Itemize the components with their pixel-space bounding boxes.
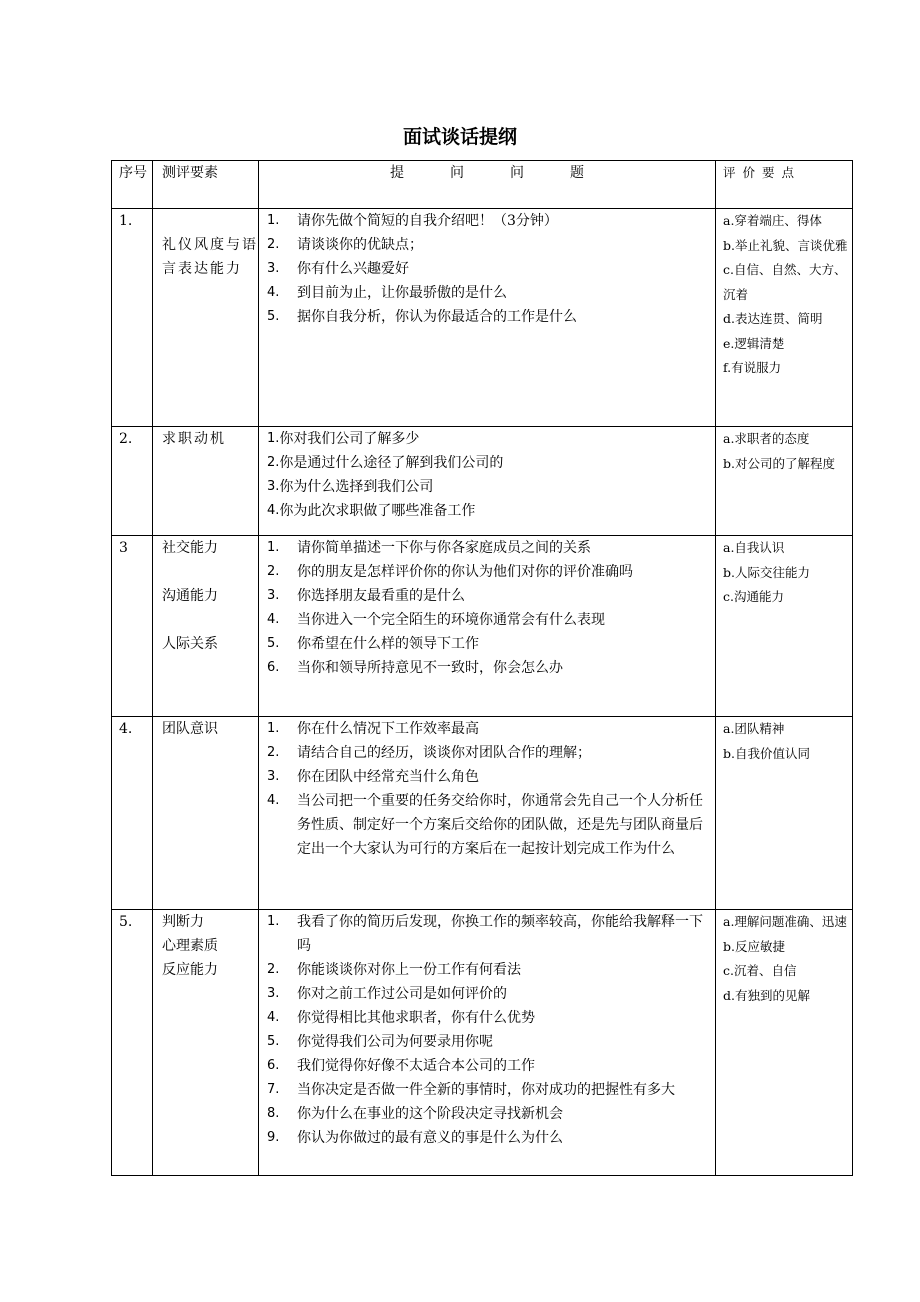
question-number: 4. — [267, 793, 280, 808]
question-number: 5. — [267, 636, 280, 651]
question-text: 当你进入一个完全陌生的环境你通常会有什么表现 — [297, 612, 605, 628]
question-list — [267, 717, 709, 861]
question-number: 1. — [267, 213, 280, 228]
question-number: 2. — [267, 745, 280, 760]
question-item — [267, 499, 709, 523]
question-item — [267, 1006, 709, 1030]
table-header-row — [112, 161, 853, 209]
question-text: 当公司把一个重要的任务交给你时，你通常会先自己一个人分析任务性质、制定好一个方案后交给你的团队做，还是先与团队商量后定出一个大家认为可行的方案后在一起按计划完成工作为什么 — [297, 793, 703, 857]
question-text: 你对之前工作过公司是如何评价的 — [297, 986, 507, 1002]
header-element: 测评要素 — [153, 161, 259, 209]
question-number: 4. — [267, 612, 280, 627]
question-item — [267, 765, 709, 789]
evaluation-point: a.穿着端庄、得体 — [723, 213, 822, 228]
element-text: 反应能力 — [162, 962, 218, 978]
evaluation-point: a.理解问题准确、迅速 — [723, 914, 847, 929]
question-number: 4. — [267, 503, 280, 518]
evaluation-cell — [716, 717, 853, 910]
evaluation-cell — [716, 536, 853, 717]
header-evaluation: 评价要点 — [716, 161, 853, 209]
evaluation-point: b.对公司的了解程度 — [723, 455, 835, 471]
question-item — [267, 741, 709, 765]
evaluation-point: a.求职者的态度 — [723, 431, 810, 446]
question-item — [267, 1054, 709, 1078]
question-item — [267, 1102, 709, 1126]
question-item — [267, 1030, 709, 1054]
question-number: 3. — [267, 588, 280, 603]
assessment-element — [153, 209, 259, 427]
question-number: 7. — [267, 1082, 280, 1097]
header-question-char: 问 — [450, 165, 466, 181]
question-item — [267, 1078, 709, 1102]
evaluation-point: b.自我价值认同 — [723, 745, 810, 761]
question-item — [267, 608, 709, 632]
question-number: 9. — [267, 1130, 280, 1145]
question-text: 你在团队中经常充当什么角色 — [297, 769, 479, 785]
header-question-char: 问 — [510, 165, 526, 181]
question-number: 3. — [267, 769, 280, 784]
question-cell — [259, 910, 716, 1176]
question-number: 4. — [267, 1010, 280, 1025]
question-text: 你认为你做过的最有意义的事是什么为什么 — [297, 1130, 563, 1146]
question-item — [267, 427, 709, 451]
question-item — [267, 789, 709, 861]
table-row — [112, 910, 853, 1176]
question-item — [267, 281, 709, 305]
question-cell — [259, 427, 716, 536]
evaluation-cell — [716, 427, 853, 536]
interview-outline-table — [111, 160, 853, 1176]
evaluation-cell — [716, 209, 853, 427]
question-text: 请你简单描述一下你与你各家庭成员之间的关系 — [297, 540, 591, 556]
table-row — [112, 209, 853, 427]
question-item — [267, 233, 709, 257]
question-text: 你是通过什么途径了解到我们公司的 — [279, 455, 504, 471]
table-row — [112, 427, 853, 536]
evaluation-point: b.举止礼貌、言谈优雅 — [723, 237, 848, 253]
assessment-element — [153, 427, 259, 536]
question-number: 6. — [267, 1058, 280, 1073]
question-number: 3. — [267, 261, 280, 276]
element-text: 人际关系 — [162, 636, 218, 652]
question-item — [267, 958, 709, 982]
evaluation-point: c.沉着、自信 — [723, 963, 797, 978]
question-text: 你为什么在事业的这个阶段决定寻找新机会 — [297, 1106, 563, 1122]
question-cell — [259, 717, 716, 910]
question-text: 你选择朋友最看重的是什么 — [297, 588, 465, 604]
question-text: 当你和领导所持意见不一致时，你会怎么办 — [297, 660, 563, 676]
question-item — [267, 560, 709, 584]
document-title: 面试谈话提纲 — [402, 126, 517, 148]
assessment-element — [153, 536, 259, 717]
question-number: 1. — [267, 540, 280, 555]
element-text: 礼仪风度与语言表达能力 — [162, 237, 258, 277]
question-number: 6. — [267, 660, 280, 675]
question-text: 你为此次求职做了哪些准备工作 — [279, 503, 476, 519]
header-question-char: 提 — [390, 165, 406, 181]
evaluation-point: d.表达连贯、简明 — [723, 311, 823, 326]
assessment-element — [153, 910, 259, 1176]
question-cell — [259, 536, 716, 717]
question-text: 当你决定是否做一件全新的事情时，你对成功的把握性有多大 — [297, 1082, 675, 1098]
question-item — [267, 475, 709, 499]
question-text: 你有什么兴趣爱好 — [297, 261, 409, 277]
row-number: 1. — [112, 209, 153, 427]
question-text: 据你自我分析，你认为你最适合的工作是什么 — [297, 309, 577, 325]
question-text: 你对我们公司了解多少 — [279, 431, 420, 447]
element-text: 沟通能力 — [162, 588, 218, 604]
evaluation-point: a.自我认识 — [723, 540, 785, 555]
question-text: 你能谈谈你对你上一份工作有何看法 — [297, 962, 521, 978]
question-number: 2. — [267, 455, 280, 470]
evaluation-point: a.团队精神 — [723, 721, 785, 736]
header-no: 序号 — [112, 161, 153, 209]
question-item — [267, 910, 709, 958]
question-item — [267, 717, 709, 741]
question-list — [267, 910, 709, 1150]
evaluation-point: c.沟通能力 — [723, 589, 784, 604]
row-number: 3 — [112, 536, 153, 717]
evaluation-point: f.有说服力 — [723, 360, 782, 375]
evaluation-point: d.有独到的见解 — [723, 987, 810, 1003]
evaluation-point: b.反应敏捷 — [723, 938, 785, 954]
question-text: 我看了你的简历后发现，你换工作的频率较高，你能给我解释一下吗 — [297, 914, 703, 954]
evaluation-point: e.逻辑清楚 — [723, 335, 785, 351]
question-number: 4. — [267, 285, 280, 300]
question-text: 你觉得我们公司为何要录用你呢 — [297, 1034, 493, 1050]
question-item — [267, 982, 709, 1006]
question-item — [267, 305, 709, 329]
assessment-element — [153, 717, 259, 910]
element-text: 社交能力 — [162, 540, 218, 556]
question-item — [267, 656, 709, 680]
question-cell — [259, 209, 716, 427]
element-text: 心理素质 — [162, 938, 218, 954]
question-number: 8. — [267, 1106, 280, 1121]
question-text: 到目前为止，让你最骄傲的是什么 — [297, 285, 507, 301]
evaluation-point: b.人际交往能力 — [723, 564, 810, 580]
question-number: 3. — [267, 986, 280, 1001]
question-item — [267, 632, 709, 656]
question-text: 你在什么情况下工作效率最高 — [297, 721, 479, 737]
question-text: 请谈谈你的优缺点； — [297, 237, 423, 253]
question-number: 1. — [267, 721, 280, 736]
row-number: 2. — [112, 427, 153, 536]
question-list — [267, 536, 709, 680]
evaluation-cell — [716, 910, 853, 1176]
element-text: 判断力 — [162, 914, 204, 930]
question-item — [267, 257, 709, 281]
question-list — [267, 209, 709, 329]
row-number: 4. — [112, 717, 153, 910]
element-text: 团队意识 — [162, 721, 218, 737]
question-text: 你为什么选择到我们公司 — [279, 479, 434, 495]
question-text: 你觉得相比其他求职者，你有什么优势 — [297, 1010, 535, 1026]
question-number: 1. — [267, 914, 280, 929]
question-text: 你的朋友是怎样评价你的你认为他们对你的评价准确吗 — [297, 564, 633, 580]
question-number: 5. — [267, 309, 280, 324]
row-number: 5. — [112, 910, 153, 1176]
table-row — [112, 536, 853, 717]
element-text: 求职动机 — [162, 431, 226, 447]
question-item — [267, 536, 709, 560]
question-number: 3. — [267, 479, 280, 494]
question-list — [267, 427, 709, 523]
table-row — [112, 717, 853, 910]
header-question-char: 题 — [570, 165, 586, 181]
question-text: 请结合自己的经历，谈谈你对团队合作的理解； — [297, 745, 591, 761]
header-question — [259, 161, 716, 209]
question-text: 我们觉得你好像不太适合本公司的工作 — [297, 1058, 535, 1074]
question-item — [267, 584, 709, 608]
evaluation-point: c.自信、自然、大方、沉着 — [723, 262, 847, 302]
question-text: 你希望在什么样的领导下工作 — [297, 636, 479, 652]
question-item — [267, 451, 709, 475]
question-item — [267, 1126, 709, 1150]
question-number: 2. — [267, 564, 280, 579]
question-text: 请你先做个简短的自我介绍吧！（3分钟） — [297, 213, 558, 229]
question-number: 2. — [267, 962, 280, 977]
question-number: 5. — [267, 1034, 280, 1049]
question-item — [267, 209, 709, 233]
question-number: 2. — [267, 237, 280, 252]
question-number: 1. — [267, 431, 280, 446]
